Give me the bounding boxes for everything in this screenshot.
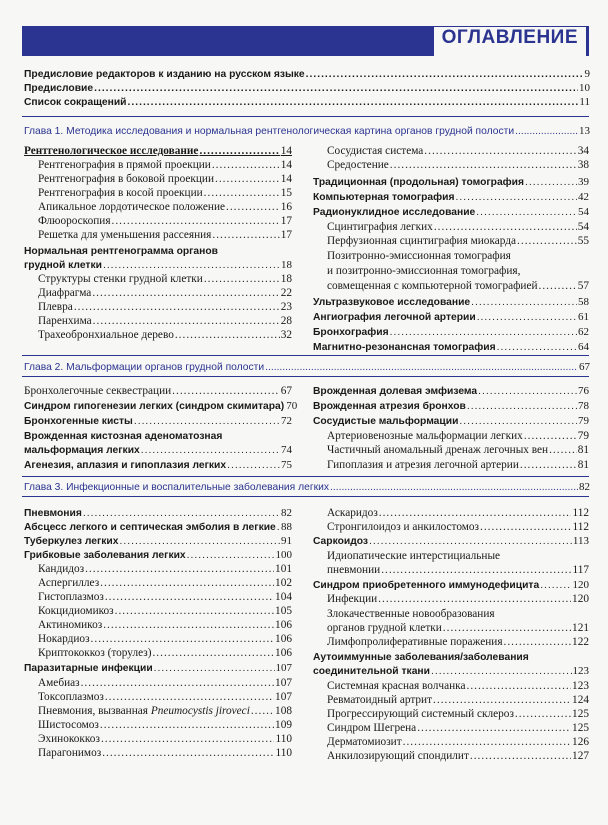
toc-entry[interactable]: Традиционная (продольная) томография ..... 39 — [313, 176, 589, 189]
toc-entry-multiline[interactable]: Позитронно-эмиссионная томография и позитронно-эмиссионная томография, — [327, 250, 521, 277]
toc-entry[interactable]: Аскаридоз ..... 112 — [327, 507, 589, 520]
toc-entry[interactable]: Сосудистые мальформации ..... 79 — [313, 415, 589, 428]
toc-entry[interactable]: Эхинококкоз ..... 110 — [38, 733, 292, 746]
toc-entry[interactable]: Гипоплазия и атрезия легочной артерии ..... 81 — [327, 459, 589, 472]
page-title: ОГЛАВЛЕНИЕ — [434, 27, 586, 57]
toc-entry[interactable]: Парагонимоз ..... 110 — [38, 747, 292, 760]
toc-entry[interactable]: Рентгенография в боковой проекции ..... 14 — [38, 173, 292, 186]
toc-entry[interactable]: Радионуклидное исследование ..... 54 — [313, 206, 589, 219]
toc-entry[interactable]: пневмонии ..... 117 — [327, 564, 589, 577]
toc-entry[interactable]: Бронхолегочные секвестрации ..... 67 — [24, 385, 292, 398]
toc-entry[interactable]: Саркоидоз ..... 113 — [313, 535, 589, 548]
toc-entry[interactable]: соединительной ткани ..... 123 — [313, 665, 589, 678]
toc-entry[interactable]: Пневмония, вызванная Pneumocystis jiroveci ..... 108 — [38, 705, 292, 718]
toc-entry[interactable]: Перфузионная сцинтиграфия миокарда ..... 55 — [327, 235, 589, 248]
toc-entry[interactable]: Трахеобронхиальное дерево ..... 32 — [38, 329, 292, 342]
toc-entry[interactable]: Синдром приобретенного иммунодефицита ..... 120 — [313, 579, 589, 592]
toc-entry[interactable]: Туберкулез легких ..... 91 — [24, 535, 292, 548]
divider — [22, 476, 589, 477]
toc-entry[interactable]: мальформация легких ..... 74 — [24, 444, 292, 457]
toc-entry[interactable]: Частичный аномальный дренаж легочных вен ..... 81 — [327, 444, 589, 457]
toc-entry[interactable]: Средостение ..... 38 — [327, 159, 589, 172]
toc-entry[interactable]: Апикальное лордотическое положение ..... 16 — [38, 201, 292, 214]
toc-entry[interactable]: грудной клетки ..... 18 — [24, 259, 292, 272]
chapter-2-heading[interactable]: Глава 2. Мальформации органов грудной полости ..... 67 — [24, 361, 590, 373]
toc-entry[interactable]: Абсцесс легкого и септическая эмболия в легкие ..... 88 — [24, 521, 292, 534]
toc-entry-multiline[interactable]: Злокачественные новообразования — [327, 608, 495, 620]
chapter-1-heading[interactable]: Глава 1. Методика исследования и нормальная рентгенологическая картина органов грудной полости ..... 13 — [24, 125, 590, 137]
toc-entry[interactable]: Кокцидиомикоз ..... 105 — [38, 605, 292, 618]
toc-entry[interactable]: Стронгилоидоз и анкилостомоз ..... 112 — [327, 521, 589, 534]
toc-entry[interactable]: Бронхогенные кисты ..... 72 — [24, 415, 292, 428]
toc-entry[interactable]: Дерматомиозит ..... 126 — [327, 736, 589, 749]
toc-entry[interactable]: Криптококкоз (торулез) ..... 106 — [38, 647, 292, 660]
divider — [22, 116, 589, 117]
toc-entry[interactable]: Диафрагма ..... 22 — [38, 287, 292, 300]
divider — [22, 376, 589, 377]
toc-entry-multiline[interactable]: Врожденная кистозная аденоматозная — [24, 431, 223, 442]
toc-entry-abbreviations[interactable]: Список сокращений ..... 11 — [24, 96, 590, 109]
toc-entry[interactable]: органов грудной клетки ..... 121 — [327, 622, 589, 635]
toc-entry[interactable]: Грибковые заболевания легких ..... 100 — [24, 549, 292, 562]
toc-entry[interactable]: Системная красная волчанка ..... 123 — [327, 680, 589, 693]
toc-entry[interactable]: Паразитарные инфекции ..... 107 — [24, 662, 292, 675]
toc-entry[interactable]: Ангиография легочной артерии ..... 61 — [313, 311, 589, 324]
toc-entry[interactable]: Врожденная долевая эмфизема ..... 76 — [313, 385, 589, 398]
toc-entry[interactable]: Плевра ..... 23 — [38, 301, 292, 314]
toc-entry[interactable]: Бронхография ..... 62 — [313, 326, 589, 339]
toc-entry[interactable]: Лимфопролиферативные поражения ..... 122 — [327, 636, 589, 649]
toc-entry[interactable]: Флюороскопия ..... 17 — [38, 215, 292, 228]
toc-entry[interactable]: Актиномикоз ..... 106 — [38, 619, 292, 632]
toc-entry[interactable]: Кандидоз ..... 101 — [38, 563, 292, 576]
toc-entry[interactable]: Рентгенологическое исследование ..... 14 — [24, 145, 292, 158]
toc-entry[interactable]: Решетка для уменьшения рассеяния ..... 17 — [38, 229, 292, 242]
toc-entry[interactable]: совмещенная с компьютерной томографией ..... 57 — [327, 280, 589, 293]
toc-entry[interactable]: Инфекции ..... 120 — [327, 593, 589, 606]
toc-entry[interactable]: Рентгенография в косой проекции ..... 15 — [38, 187, 292, 200]
toc-entry-multiline[interactable]: Нормальная рентгенограмма органов — [24, 246, 219, 257]
toc-entry[interactable]: Шистосомоз ..... 109 — [38, 719, 292, 732]
toc-entry-multiline[interactable]: Аутоиммунные заболевания/заболевания — [313, 652, 529, 663]
toc-entry[interactable]: Анкилозирующий спондилит ..... 127 — [327, 750, 589, 763]
chapter-3-heading[interactable]: Глава 3. Инфекционные и воспалительные заболевания легких ..... 82 — [24, 481, 590, 493]
toc-entry[interactable]: Гистоплазмоз ..... 104 — [38, 591, 292, 604]
divider — [22, 496, 589, 497]
toc-entry[interactable]: Сосудистая система ..... 34 — [327, 145, 589, 158]
toc-entry[interactable]: Паренхима ..... 28 — [38, 315, 292, 328]
toc-entry[interactable]: Токсоплазмоз ..... 107 — [38, 691, 292, 704]
toc-entry-multiline[interactable]: Идиопатические интерстициальные — [327, 550, 501, 562]
toc-entry[interactable]: Нокардиоз ..... 106 — [38, 633, 292, 646]
toc-entry[interactable]: Амебиаз ..... 107 — [38, 677, 292, 690]
toc-entry[interactable]: Рентгенография в прямой проекции ..... 14 — [38, 159, 292, 172]
toc-entry[interactable]: Артериовенозные мальформации легких ..... 79 — [327, 430, 589, 443]
divider — [22, 355, 589, 356]
toc-entry-preface-editors[interactable]: Предисловие редакторов к изданию на русском языке ..... 9 — [24, 68, 590, 81]
toc-entry[interactable]: Ревматоидный артрит ..... 124 — [327, 694, 589, 707]
toc-entry[interactable]: Синдром Шегрена ..... 125 — [327, 722, 589, 735]
toc-entry[interactable]: Аспергиллез ..... 102 — [38, 577, 292, 590]
toc-entry[interactable]: Магнитно-резонансная томография ..... 64 — [313, 341, 589, 354]
toc-entry[interactable]: Компьютерная томография ..... 42 — [313, 191, 589, 204]
toc-entry[interactable]: Пневмония ..... 82 — [24, 507, 292, 520]
toc-entry[interactable]: Ультразвуковое исследование ..... 58 — [313, 296, 589, 309]
toc-entry[interactable]: Синдром гипогенезии легких (синдром скимитара) 70 — [24, 400, 298, 412]
toc-entry-preface[interactable]: Предисловие ..... 10 — [24, 82, 590, 95]
toc-entry[interactable]: Структуры стенки грудной клетки ..... 18 — [38, 273, 292, 286]
toc-entry[interactable]: Сцинтиграфия легких ..... 54 — [327, 221, 589, 234]
toc-entry[interactable]: Врожденная атрезия бронхов ..... 78 — [313, 400, 589, 413]
toc-entry[interactable]: Прогрессирующий системный склероз ..... 125 — [327, 708, 589, 721]
toc-entry[interactable]: Агенезия, аплазия и гипоплазия легких ..... 75 — [24, 459, 292, 472]
